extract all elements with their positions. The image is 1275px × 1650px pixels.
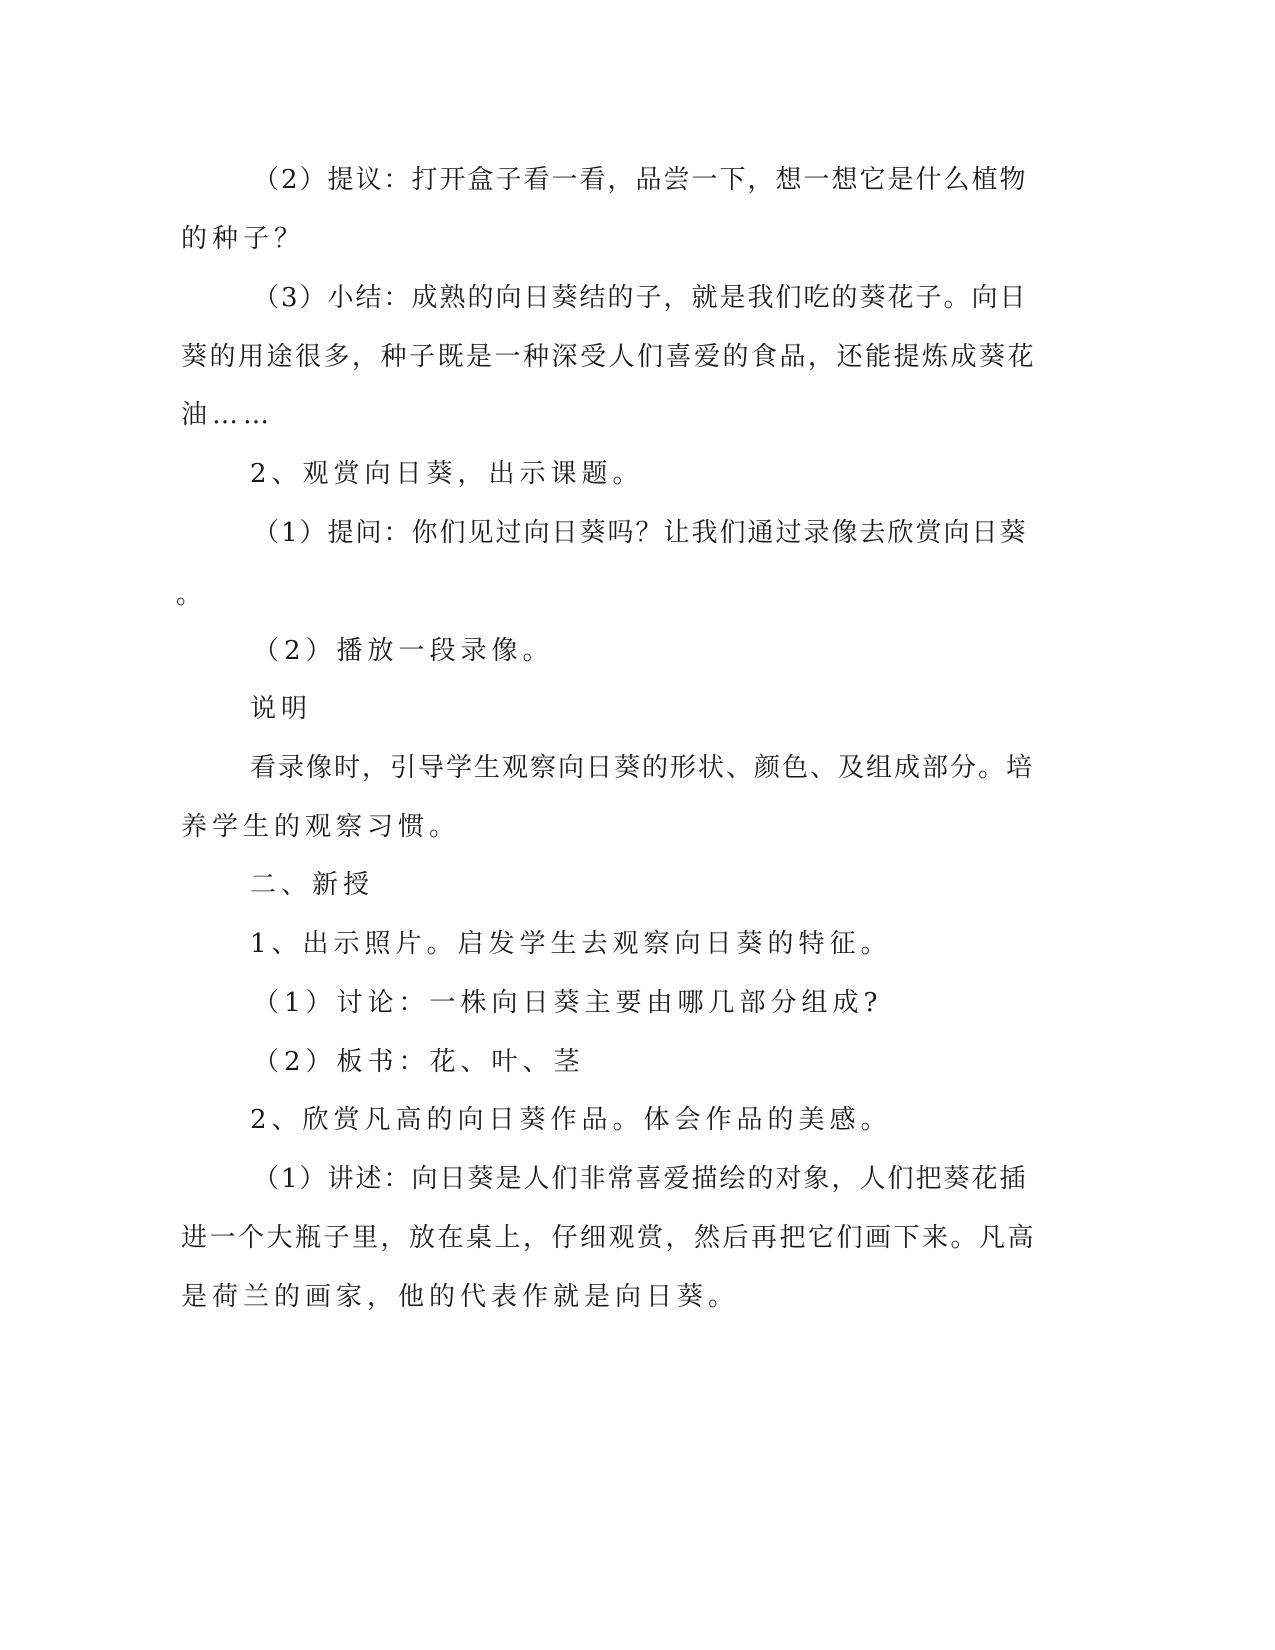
paragraph-line: （2）板书：花、叶、茎 <box>253 1047 585 1077</box>
paragraph-line: 说明 <box>250 694 313 724</box>
paragraph-line: 进一个大瓶子里，放在桌上，仔细观赏，然后再把它们画下来。凡高 <box>181 1223 1037 1253</box>
paragraph-line: （3）小结：成熟的向日葵结的子，就是我们吃的葵花子。向日 <box>253 283 1028 313</box>
paragraph-line: 二、新授 <box>250 870 375 900</box>
paragraph-line: 看录像时，引导学生观察向日葵的形状、颜色、及组成部分。培 <box>250 753 1035 783</box>
paragraph-line: 油…… <box>181 400 275 430</box>
paragraph-line: 是荷兰的画家，他的代表作就是向日葵。 <box>181 1282 740 1312</box>
paragraph-line: （2）播放一段录像。 <box>253 636 554 666</box>
paragraph-line: 葵的用途很多，种子既是一种深受人们喜爱的食品，还能提炼成葵花 <box>181 342 1037 372</box>
paragraph-line: （1）讲述：向日葵是人们非常喜爱描绘的对象，人们把葵花插 <box>253 1164 1028 1194</box>
paragraph-line: （2）提议：打开盒子看一看，品尝一下，想一想它是什么植物 <box>253 165 1028 195</box>
paragraph-line: （1）提问：你们见过向日葵吗？让我们通过录像去欣赏向日葵 <box>253 518 1028 548</box>
paragraph-line: 2、观赏向日葵，出示课题。 <box>250 459 644 489</box>
paragraph-line: 养学生的观察习惯。 <box>181 812 461 842</box>
paragraph-line: 的种子？ <box>181 224 306 254</box>
paragraph-line: 。 <box>176 580 208 610</box>
paragraph-line: 1、出示照片。启发学生去观察向日葵的特征。 <box>250 929 892 959</box>
paragraph-line: （1）讨论：一株向日葵主要由哪几部分组成? <box>253 988 883 1018</box>
paragraph-line: 2、欣赏凡高的向日葵作品。体会作品的美感。 <box>250 1105 892 1135</box>
